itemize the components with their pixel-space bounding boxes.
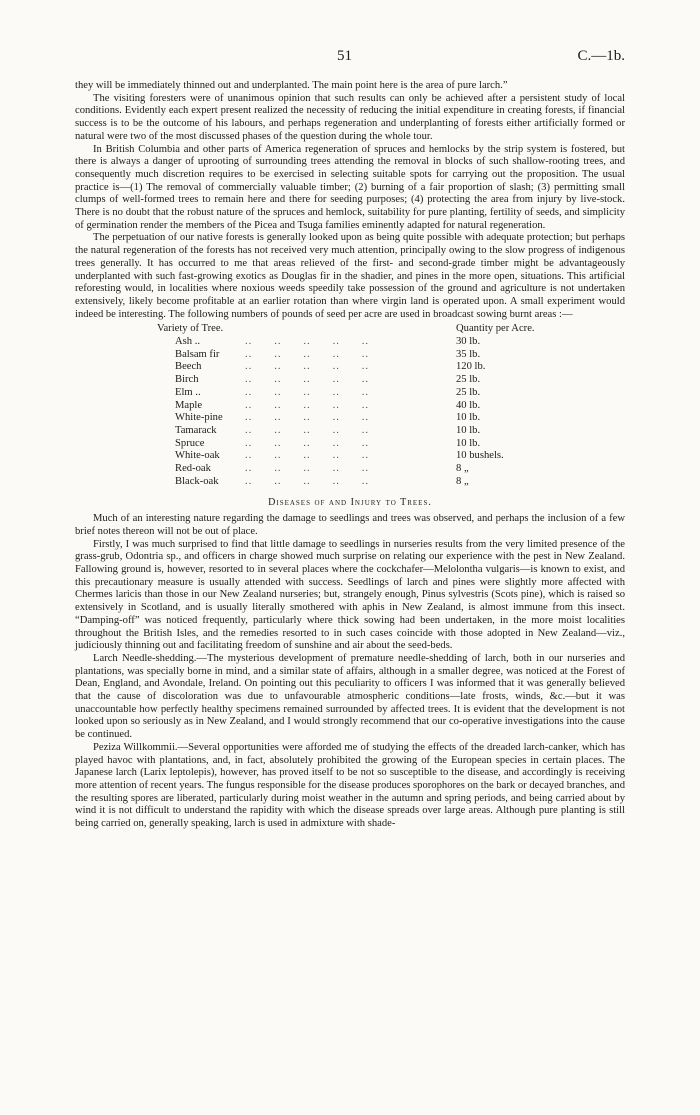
paragraph: Much of an interesting nature regarding the damage to seedlings and trees was observed, and perhaps the inclusion of a few brief notes thereon will not be out of place. bbox=[75, 513, 625, 537]
table-row bbox=[157, 349, 556, 362]
table-header-row bbox=[157, 323, 556, 336]
paragraph: Larch Needle-shedding.—The mysterious development of premature needle-shedding of larch, both in our nurseries and plantations, was specially borne in mind, and a similar state of affairs, although in a smaller degree, was noticed at the Forest of Dean, England, and Avondale, Ireland. On pointing out this peculiarity to officers I was informed that it was generally believed that the cause of discoloration was due to unfavourable atmospheric conditions—late frosts, winds, &c.—but it was unaccountable how perfectly healthy specimens remained surrounded by affected trees. It is evident that the development is not looked upon so seriously as in New Zealand, and I would strongly recommend that our co-operative investigations into the cause be continued. bbox=[75, 652, 625, 741]
paragraph: they will be immediately thinned out and underplanted. The main point here is the area of pure larch.” bbox=[75, 80, 508, 91]
page-header bbox=[75, 48, 625, 68]
tree-name-cell: Beech bbox=[175, 361, 202, 373]
leader-dots: .. .. .. .. .. bbox=[245, 463, 370, 475]
tree-name-cell: White-pine bbox=[175, 412, 223, 424]
table-row bbox=[157, 438, 556, 451]
leader-dots: .. .. .. .. .. bbox=[245, 386, 370, 398]
leader-dots: .. .. .. .. .. bbox=[245, 475, 370, 487]
leader-dots: .. .. .. .. .. bbox=[245, 374, 370, 386]
tree-name-cell: Birch bbox=[175, 374, 199, 386]
paragraph: In British Columbia and other parts of America regeneration of spruces and hemlocks by the strip system is fostered, but there is always a danger of uprooting of surrounding trees attending the removal in blocks of such shallow-rooting trees, and consequently much discretion requires to be exercised in selecting suitable spots for carrying out the proposition. The usual practice is—(1) The removal of commercially valuable timber; (2) burning of a fair proportion of slash; (3) permitting small clumps of well-formed trees to remain here and there for seeding purposes; (4) protecting the area from injury by live-stock. There is no doubt that the robust nature of the spruces and hemlock, suitability for pure planting, fertility of seeds, and simplicity of germination render the members of the Picea and Tsuga families eminently adapted for natural regeneration. bbox=[75, 143, 625, 231]
table-row bbox=[157, 463, 556, 476]
tree-name-cell: Maple bbox=[175, 399, 203, 411]
quantity-cell: 120 lb. bbox=[456, 361, 486, 373]
table-row bbox=[157, 374, 556, 387]
quantity-cell: 10 lb. bbox=[456, 412, 481, 424]
table-row bbox=[157, 450, 556, 463]
quantity-cell: 25 lb. bbox=[456, 374, 481, 386]
document-code: C.—1b. bbox=[577, 48, 625, 64]
leader-dots: .. .. .. .. .. bbox=[245, 399, 370, 411]
quantity-cell: 40 lb. bbox=[456, 399, 481, 411]
table-row bbox=[157, 387, 556, 400]
tree-name-cell: Black-oak bbox=[175, 475, 219, 487]
paragraph: Firstly, I was much surprised to find that little damage to seedlings in nurseries results from the very limited presence of the grass-grub, Odontria sp., and officers in charge showed much surprise on relating our experience with the pest in New Zealand. Fallowing ground is, however, resorted to in several places where the cockchafer—Melolontha vulgaris—is known to exist, and this precautionary measure is usually attended with success. Seedlings of larch and pines were slightly more affected with Chermes laricis than those in our New Zealand nurseries; but, strangely enough, Pinus sylvestris (Scots pine), which is raised so extensively in Scotland, and is usually literally smothered with aphis in New Zealand, is almost immune from this insect. “Damping-off” was noticed frequently, particularly where thick sowing had been undertaken, in the more moist localities throughout the British Isles, and the remedies resorted to in such cases coincide with those adopted in New Zealand—viz., judiciously thinning out and facilitating freedom of sunshine and air about the seed-beds. bbox=[75, 538, 625, 652]
tree-name-cell: Ash .. bbox=[175, 336, 201, 348]
leader-dots: .. .. .. .. .. bbox=[245, 412, 370, 424]
page-number: 51 bbox=[337, 48, 352, 64]
table-row bbox=[157, 400, 556, 413]
body-text bbox=[75, 80, 625, 831]
paragraph: The perpetuation of our native forests is generally looked upon as being quite possible with adequate protection; but perhaps the natural regeneration of the forests has not received very much attention, principally owing to the slow progress of indigenous trees generally. It has occurred to me that areas relieved of the first- and second-grade timber might be advantageously underplanted with such fast-growing exotics as Douglas fir in the shadier, and pines in the more open, situations. This artificial reforesting would, in localities where noxious weeds speedily take possession of the ground and agriculture is not undertaken extensively, likely become profitable at an earlier rotation than where virgin land is operated upon. A small experiment would indeed be interesting. The following numbers of pounds of seed per acre are used in broadcast sowing burnt areas :— bbox=[75, 232, 625, 320]
leader-dots: .. .. .. .. .. bbox=[245, 424, 370, 436]
quantity-cell: 30 lb. bbox=[456, 336, 481, 348]
paragraph: The visiting foresters were of unanimous opinion that such results can only be achieved after a persistent study of local conditions. Evidently each expert present realized the necessity of reducing the initial expenditure in creating forests, if financial success is to be the outcome of his labours, and perhaps regeneration and underplanting of forests either artificially formed or natural were two of the most discussed phases of the question during the whole tour. bbox=[75, 92, 625, 142]
tree-name-cell: Red-oak bbox=[175, 463, 211, 475]
tree-name-cell: Balsam fir bbox=[175, 348, 220, 360]
tree-name-cell: Spruce bbox=[175, 437, 205, 449]
column-header-quantity: Quantity per Acre. bbox=[456, 323, 535, 335]
quantity-cell: 10 lb. bbox=[456, 437, 481, 449]
quantity-cell: 10 bushels. bbox=[456, 450, 504, 462]
quantity-cell: 10 lb. bbox=[456, 424, 481, 436]
leader-dots: .. .. .. .. .. bbox=[245, 361, 370, 373]
leader-dots: .. .. .. .. .. bbox=[245, 336, 370, 348]
quantity-cell: 35 lb. bbox=[456, 348, 481, 360]
leader-dots: .. .. .. .. .. bbox=[245, 450, 370, 462]
table-row bbox=[157, 336, 556, 349]
table-row bbox=[157, 412, 556, 425]
paragraph: Peziza Willkommii.—Several opportunities were afforded me of studying the effects of the dreaded larch-canker, which has played havoc with plantations, and, in fact, absolutely prohibited the growing of the European species in certain places. The Japanese larch (Larix leptolepis), however, has proved itself to be not so susceptible to the disease, and accordingly is receiving more attention of recent years. The fungus responsible for the disease produces sporophores on the bark or decayed branches, and the resulting spores are liberated, particularly during moist weather in the autumn and spring periods, and being carried about by wind it is not difficult to understand the rapidity with which the disease spreads over large areas. Although pure planting is still being carried on, generally speaking, larch is used in admixture with shade- bbox=[75, 741, 625, 830]
tree-name-cell: Elm .. bbox=[175, 386, 201, 398]
seed-quantity-table bbox=[157, 323, 556, 488]
tree-name-cell: White-oak bbox=[175, 450, 220, 462]
tree-name-cell: Tamarack bbox=[175, 424, 217, 436]
quantity-cell: 8 „ bbox=[456, 463, 469, 475]
section-heading: Diseases of and Injury to Trees. bbox=[268, 496, 432, 508]
quantity-cell: 8 „ bbox=[456, 475, 469, 487]
leader-dots: .. .. .. .. .. bbox=[245, 348, 370, 360]
table-row bbox=[157, 361, 556, 374]
leader-dots: .. .. .. .. .. bbox=[245, 437, 370, 449]
table-row bbox=[157, 476, 556, 489]
table-row bbox=[157, 425, 556, 438]
quantity-cell: 25 lb. bbox=[456, 386, 481, 398]
column-header-tree: Variety of Tree. bbox=[157, 323, 224, 335]
